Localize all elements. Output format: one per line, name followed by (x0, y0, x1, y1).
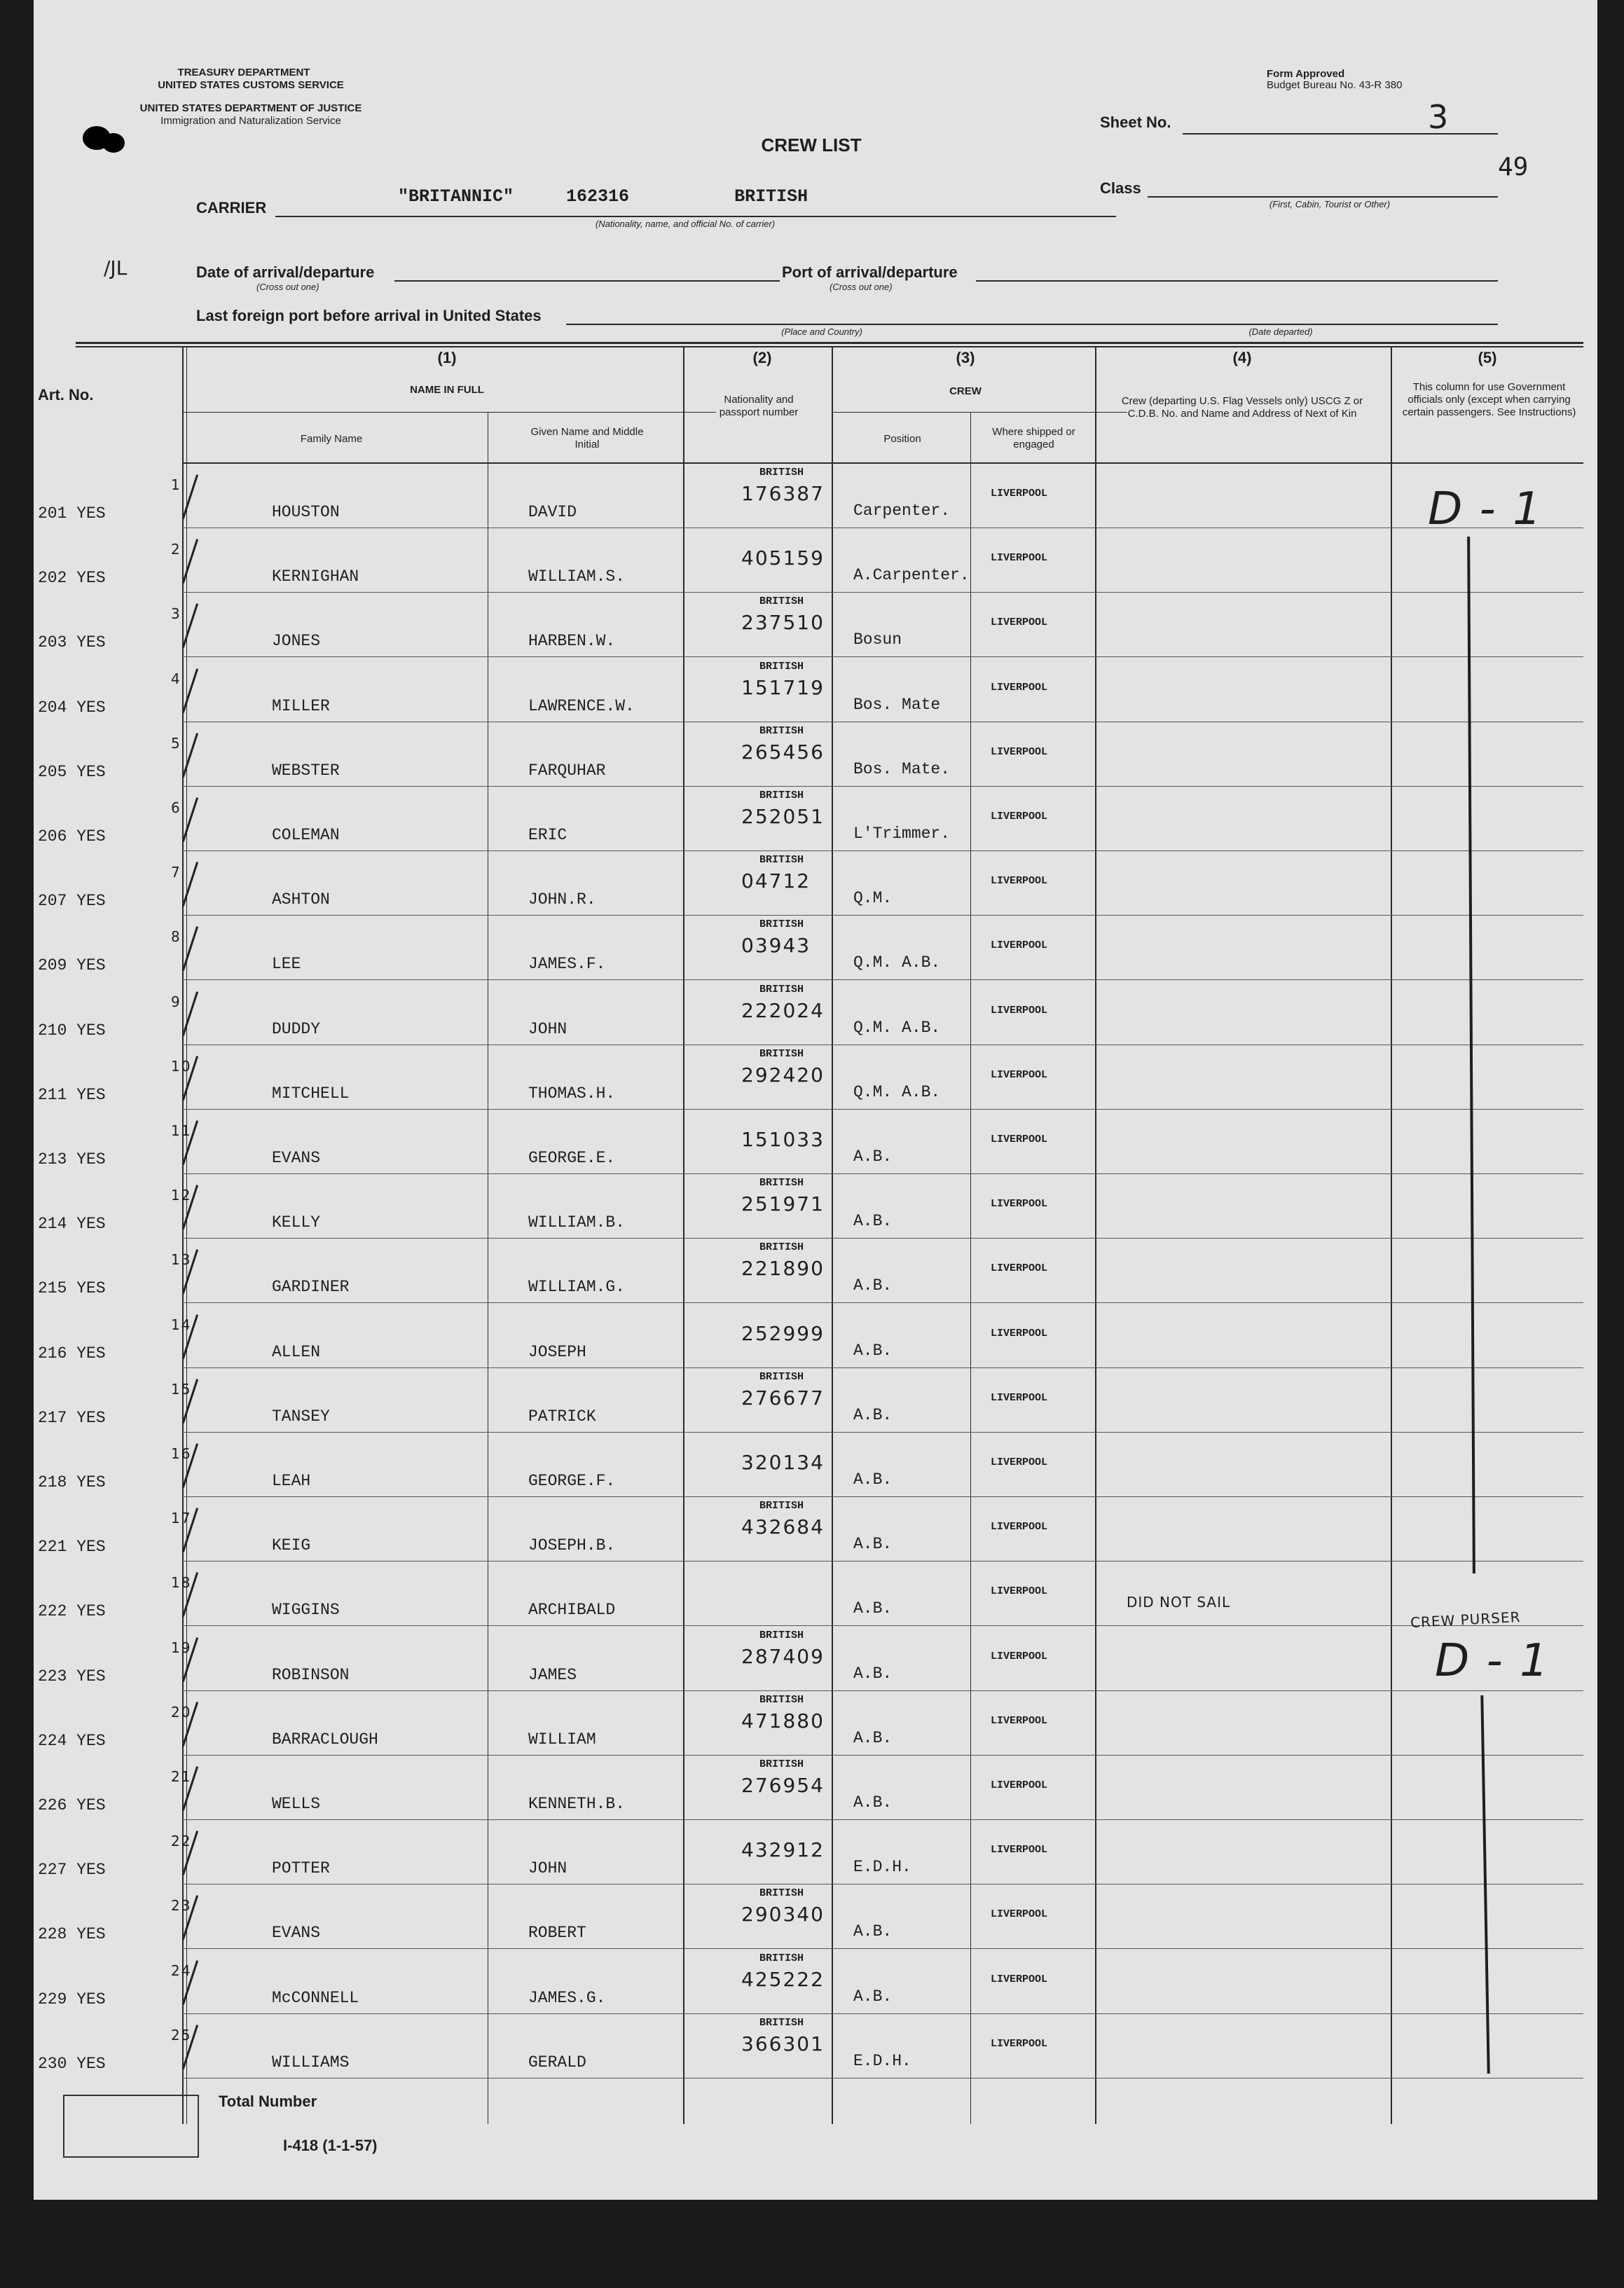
family-name-cell: ALLEN (272, 1342, 321, 1361)
sequence-number: 10 (171, 1057, 192, 1075)
col-4-title: Crew (departing U.S. Flag Vessels only) USCG Z or C.D.B. No. and Name and Address of Next of Kin (1121, 395, 1363, 420)
given-name-cell: PATRICK (528, 1407, 596, 1426)
col-given-name: Given Name and Middle Initial (530, 426, 644, 450)
where-shipped-cell: LIVERPOOL (991, 616, 1048, 629)
where-shipped-cell: LIVERPOOL (991, 1714, 1048, 1727)
given-name-cell: JOSEPH (528, 1342, 586, 1361)
sequence-number: 25 (171, 2026, 192, 2044)
where-shipped-cell: LIVERPOOL (991, 1844, 1048, 1856)
position-cell: A.B. (853, 1276, 893, 1295)
col-3-title: CREW (949, 385, 982, 397)
nationality-cell: BRITISH (759, 1370, 804, 1383)
family-name-cell: KELLY (272, 1213, 321, 1232)
position-cell: A.B. (853, 1341, 893, 1360)
agency-line-1: TREASURY DEPARTMENT (177, 67, 310, 78)
position-cell: Q.M. A.B. (853, 1082, 941, 1101)
art-no-cell: 223 YES (38, 1667, 106, 1686)
position-cell: A.B. (853, 1793, 893, 1812)
class-label: Class (1100, 179, 1141, 197)
sequence-number: 7 (171, 864, 181, 881)
sequence-number: 23 (171, 1897, 192, 1915)
col-1-title: NAME IN FULL (410, 384, 484, 396)
sequence-number: 16 (171, 1445, 192, 1462)
family-name-cell: McCONNELL (272, 1988, 359, 2007)
art-no-cell: 215 YES (38, 1279, 106, 1298)
page-number: 49 (1498, 153, 1529, 181)
given-name-cell: LAWRENCE.W. (528, 696, 635, 715)
sequence-number: 4 (171, 670, 181, 687)
tick-mark (182, 797, 198, 842)
family-name-cell: WEBSTER (272, 761, 340, 780)
position-cell: Bos. Mate. (853, 759, 951, 778)
passport-number-cell: 290340 (741, 1903, 825, 1927)
family-name-cell: ROBINSON (272, 1665, 350, 1684)
agency-line-2: UNITED STATES CUSTOMS SERVICE (158, 79, 344, 91)
sequence-number: 5 (171, 734, 181, 752)
total-number-label: Total Number (219, 2093, 317, 2110)
art-no-cell: 217 YES (38, 1408, 106, 1427)
where-shipped-cell: LIVERPOOL (991, 1391, 1048, 1404)
given-name-cell: GEORGE.E. (528, 1149, 616, 1167)
sequence-number: 11 (171, 1122, 192, 1139)
art-no-cell: 224 YES (38, 1731, 106, 1750)
page-title: CREW LIST (761, 135, 862, 156)
cross-out-caption-2: (Cross out one) (830, 282, 893, 292)
art-no-cell: 222 YES (38, 1602, 106, 1621)
passport-number-cell: 265456 (741, 740, 825, 764)
art-no-cell: 205 YES (38, 762, 106, 781)
position-cell: Q.M. (853, 889, 893, 908)
sequence-number: 12 (171, 1187, 192, 1204)
col-where-shipped: Where shipped or engaged (992, 426, 1075, 450)
where-shipped-cell: LIVERPOOL (991, 1779, 1048, 1791)
family-name-cell: GARDINER (272, 1278, 350, 1297)
table-row (34, 528, 1597, 593)
agency-line-3: UNITED STATES DEPARTMENT OF JUSTICE (139, 102, 362, 114)
col-2-number: (2) (752, 349, 772, 366)
table-row (34, 2014, 1597, 2079)
art-no-cell: 211 YES (38, 1085, 106, 1104)
nationality-cell: BRITISH (759, 595, 804, 608)
art-no-cell: 213 YES (38, 1150, 106, 1169)
clerk-initials: /JL (104, 256, 128, 280)
nationality-cell: BRITISH (759, 660, 804, 673)
given-name-cell: DAVID (528, 503, 577, 521)
position-cell: Bosun (853, 630, 902, 649)
position-cell: Bos. Mate (853, 695, 941, 714)
nationality-cell: BRITISH (759, 854, 804, 867)
family-name-cell: MITCHELL (272, 1084, 350, 1103)
given-name-cell: GEORGE.F. (528, 1472, 616, 1490)
sequence-number: 14 (171, 1316, 192, 1333)
tick-mark (182, 862, 198, 907)
table-row (34, 593, 1597, 657)
art-no-cell: 201 YES (38, 504, 106, 523)
annotation-d1-top: D - 1 (1428, 483, 1543, 535)
form-approved: Form Approved (1267, 68, 1345, 80)
date-caption: (Date departed) (1248, 326, 1313, 337)
position-cell: A.B. (853, 1212, 893, 1231)
position-cell: A.B. (853, 1987, 893, 2006)
position-cell: A.B. (853, 1148, 893, 1166)
table-row (34, 981, 1597, 1045)
col-family-name: Family Name (300, 433, 363, 445)
tick-mark (182, 991, 198, 1036)
given-name-cell: WILLIAM.B. (528, 1213, 626, 1232)
passport-number-cell: 405159 (741, 546, 825, 570)
table-row (34, 1691, 1597, 1756)
position-cell: Carpenter. (853, 502, 951, 520)
art-no-cell: 204 YES (38, 698, 106, 717)
col-art-no: Art. No. (38, 386, 94, 404)
where-shipped-cell: LIVERPOOL (991, 1133, 1048, 1145)
where-shipped-cell: LIVERPOOL (991, 552, 1048, 565)
passport-number-cell: 471880 (741, 1709, 825, 1732)
position-cell: A.B. (853, 1922, 893, 1941)
annotation-did-not-sail: DID NOT SAIL (1127, 1594, 1231, 1611)
family-name-cell: MILLER (272, 696, 330, 715)
col-5-title: This column for use Government officials only (except when carrying certain passengers. See Instructions) (1402, 381, 1576, 418)
tick-mark (182, 604, 198, 649)
where-shipped-cell: LIVERPOOL (991, 1908, 1048, 1921)
given-name-cell: FARQUHAR (528, 761, 606, 780)
sequence-number: 22 (171, 1833, 192, 1850)
position-cell: L'Trimmer. (853, 825, 951, 843)
sheet-label: Sheet No. (1100, 113, 1171, 131)
passport-number-cell: 251971 (741, 1192, 825, 1216)
given-name-cell: GERALD (528, 2053, 586, 2072)
position-cell: E.D.H. (853, 2051, 911, 2070)
table-row (34, 1562, 1597, 1626)
position-cell: A.B. (853, 1470, 893, 1489)
passport-number-cell: 287409 (741, 1644, 825, 1668)
table-row (34, 1497, 1597, 1562)
passport-number-cell: 176387 (741, 482, 825, 505)
art-no-cell: 214 YES (38, 1215, 106, 1234)
tick-mark (182, 668, 198, 713)
given-name-cell: HARBEN.W. (528, 632, 616, 651)
family-name-cell: DUDDY (272, 1019, 321, 1038)
sequence-number: 13 (171, 1251, 192, 1269)
col-3-number: (3) (956, 349, 975, 366)
where-shipped-cell: LIVERPOOL (991, 1521, 1048, 1534)
table-row (34, 1820, 1597, 1884)
where-shipped-cell: LIVERPOOL (991, 1004, 1048, 1016)
table-row (34, 722, 1597, 787)
passport-number-cell: 276677 (741, 1386, 825, 1410)
arrival-label: Date of arrival/departure (196, 263, 375, 281)
sequence-number: 15 (171, 1380, 192, 1398)
nationality-cell: BRITISH (759, 1500, 804, 1512)
nationality-cell: BRITISH (759, 1047, 804, 1060)
table-row (34, 1174, 1597, 1239)
place-caption: (Place and Country) (781, 326, 862, 337)
family-name-cell: WIGGINS (272, 1601, 340, 1620)
given-name-cell: WILLIAM (528, 1730, 596, 1749)
art-no-cell: 226 YES (38, 1796, 106, 1814)
passport-number-cell: 252051 (741, 805, 825, 828)
col-position: Position (883, 433, 921, 445)
tick-mark (182, 539, 198, 584)
annotation-crew-purser: CREW PURSER (1410, 1608, 1521, 1632)
passport-number-cell: 432912 (741, 1838, 825, 1862)
given-name-cell: KENNETH.B. (528, 1795, 626, 1813)
table-row (34, 1433, 1597, 1497)
where-shipped-cell: LIVERPOOL (991, 745, 1048, 758)
art-no-cell: 216 YES (38, 1344, 106, 1363)
passport-number-cell: 151719 (741, 675, 825, 699)
table-row (34, 1627, 1597, 1691)
table-row (34, 1368, 1597, 1433)
nationality-cell: BRITISH (759, 1629, 804, 1641)
position-cell: A.B. (853, 1664, 893, 1683)
given-name-cell: ROBERT (528, 1924, 586, 1943)
col-2-title: Nationality and passport number (719, 394, 799, 418)
where-shipped-cell: LIVERPOOL (991, 1973, 1048, 1985)
art-no-cell: 209 YES (38, 956, 106, 975)
passport-number-cell: 04712 (741, 869, 811, 893)
sequence-number: 6 (171, 799, 181, 816)
nationality-cell: BRITISH (759, 1758, 804, 1770)
sequence-number: 21 (171, 1768, 192, 1785)
position-cell: Q.M. A.B. (853, 953, 941, 972)
port-label: Port of arrival/departure (782, 263, 958, 281)
art-no-cell: 221 YES (38, 1538, 106, 1557)
art-no-cell: 210 YES (38, 1021, 106, 1040)
where-shipped-cell: LIVERPOOL (991, 1327, 1048, 1339)
sequence-number: 19 (171, 1639, 192, 1656)
given-name-cell: JAMES.G. (528, 1988, 606, 2007)
passport-number-cell: 276954 (741, 1774, 825, 1797)
position-cell: A.Carpenter. (853, 566, 970, 585)
table-row (34, 658, 1597, 722)
sequence-number: 9 (171, 993, 181, 1010)
table-row (34, 1950, 1597, 2014)
where-shipped-cell: LIVERPOOL (991, 2037, 1048, 2050)
where-shipped-cell: LIVERPOOL (991, 811, 1048, 822)
carrier-label: CARRIER (196, 199, 267, 216)
ink-blot (102, 133, 125, 153)
where-shipped-cell: LIVERPOOL (991, 681, 1048, 694)
table-row (34, 1304, 1597, 1368)
where-shipped-cell: LIVERPOOL (991, 939, 1048, 952)
passport-number-cell: 237510 (741, 611, 825, 635)
passport-number-cell: 222024 (741, 998, 825, 1022)
position-cell: E.D.H. (853, 1858, 911, 1877)
art-no-cell: 206 YES (38, 827, 106, 846)
family-name-cell: WELLS (272, 1795, 321, 1813)
cross-out-caption-1: (Cross out one) (256, 282, 319, 292)
position-cell: A.B. (853, 1535, 893, 1554)
nationality-cell: BRITISH (759, 2016, 804, 2029)
given-name-cell: THOMAS.H. (528, 1084, 616, 1103)
sequence-number: 8 (171, 928, 181, 946)
sequence-number: 24 (171, 1962, 192, 1979)
given-name-cell: WILLIAM.G. (528, 1278, 626, 1297)
nationality-cell: BRITISH (759, 1693, 804, 1706)
passport-number-cell: 252999 (741, 1321, 825, 1345)
family-name-cell: JONES (272, 632, 321, 651)
sequence-number: 1 (171, 476, 181, 493)
nationality-cell: BRITISH (759, 1241, 804, 1254)
nationality-cell: BRITISH (759, 1177, 804, 1190)
sheet-number: 3 (1428, 98, 1450, 136)
col-5-number: (5) (1478, 349, 1497, 366)
sequence-number: 20 (171, 1703, 192, 1721)
table-row (34, 1239, 1597, 1303)
nationality-cell: BRITISH (759, 1952, 804, 1964)
table-row (34, 1110, 1597, 1174)
given-name-cell: JAMES.F. (528, 955, 606, 974)
last-port-label: Last foreign port before arrival in United States (196, 307, 542, 324)
agency-line-4: Immigration and Naturalization Service (160, 115, 341, 127)
passport-number-cell: 151033 (741, 1128, 825, 1151)
family-name-cell: KEIG (272, 1536, 311, 1555)
given-name-cell: WILLIAM.S. (528, 567, 626, 586)
position-cell: A.B. (853, 1728, 893, 1747)
given-name-cell: JOHN (528, 1019, 567, 1038)
crew-list-form (34, 0, 1597, 2200)
tick-mark (182, 474, 198, 519)
family-name-cell: BARRACLOUGH (272, 1730, 378, 1749)
art-no-cell: 207 YES (38, 892, 106, 911)
sequence-number: 18 (171, 1574, 192, 1592)
family-name-cell: EVANS (272, 1924, 321, 1943)
passport-number-cell: 292420 (741, 1063, 825, 1087)
nationality-cell: BRITISH (759, 918, 804, 931)
family-name-cell: KERNIGHAN (272, 567, 359, 586)
sequence-number: 17 (171, 1510, 192, 1527)
family-name-cell: ASHTON (272, 890, 330, 909)
table-row (34, 464, 1597, 528)
carrier-caption: (Nationality, name, and official No. of carrier) (595, 219, 776, 229)
total-number-box (63, 2095, 199, 2158)
position-cell: Q.M. A.B. (853, 1018, 941, 1037)
annotation-d1-bottom: D - 1 (1435, 1635, 1550, 1687)
col-4-number: (4) (1232, 349, 1252, 366)
art-no-cell: 228 YES (38, 1925, 106, 1944)
art-no-cell: 229 YES (38, 1990, 106, 2008)
nationality-cell: BRITISH (759, 790, 804, 801)
where-shipped-cell: LIVERPOOL (991, 1650, 1048, 1662)
sequence-number: 3 (171, 605, 181, 623)
table-row (34, 916, 1597, 980)
art-no-cell: 227 YES (38, 1861, 106, 1880)
class-caption: (First, Cabin, Tourist or Other) (1269, 199, 1391, 209)
where-shipped-cell: LIVERPOOL (991, 488, 1048, 499)
given-name-cell: JAMES (528, 1665, 577, 1684)
tick-mark (182, 927, 198, 972)
passport-number-cell: 320134 (741, 1451, 825, 1474)
nationality-cell: BRITISH (759, 467, 804, 478)
passport-number-cell: 366301 (741, 2032, 825, 2055)
nationality-cell: BRITISH (759, 983, 804, 995)
art-no-cell: 202 YES (38, 569, 106, 588)
family-name-cell: HOUSTON (272, 503, 340, 521)
col-1-number: (1) (437, 349, 457, 366)
carrier-value: "BRITANNIC" 162316 BRITISH (398, 186, 808, 207)
given-name-cell: ERIC (528, 826, 567, 844)
passport-number-cell: 432684 (741, 1515, 825, 1539)
budget-bureau: Budget Bureau No. 43-R 380 (1267, 79, 1403, 91)
nationality-cell: BRITISH (759, 1887, 804, 1900)
row-divider (182, 2078, 1583, 2079)
family-name-cell: EVANS (272, 1149, 321, 1167)
passport-number-cell: 425222 (741, 1967, 825, 1991)
form-number: I-418 (1-1-57) (283, 2137, 378, 2154)
where-shipped-cell: LIVERPOOL (991, 875, 1048, 888)
where-shipped-cell: LIVERPOOL (991, 1456, 1048, 1468)
where-shipped-cell: LIVERPOOL (991, 1262, 1048, 1275)
where-shipped-cell: LIVERPOOL (991, 1198, 1048, 1211)
sequence-number: 2 (171, 541, 181, 558)
table-row (34, 1884, 1597, 1949)
family-name-cell: WILLIAMS (272, 2053, 350, 2072)
tick-mark (182, 733, 198, 778)
family-name-cell: COLEMAN (272, 826, 340, 844)
given-name-cell: JOSEPH.B. (528, 1536, 616, 1555)
family-name-cell: POTTER (272, 1859, 330, 1878)
table-row (34, 1756, 1597, 1820)
position-cell: A.B. (853, 1599, 893, 1618)
passport-number-cell: 221890 (741, 1257, 825, 1281)
family-name-cell: LEE (272, 955, 301, 974)
table-row (34, 787, 1597, 851)
given-name-cell: ARCHIBALD (528, 1601, 616, 1620)
art-no-cell: 203 YES (38, 633, 106, 652)
nationality-cell: BRITISH (759, 724, 804, 737)
table-row (34, 1045, 1597, 1110)
where-shipped-cell: LIVERPOOL (991, 1585, 1048, 1598)
given-name-cell: JOHN (528, 1859, 567, 1878)
art-no-cell: 218 YES (38, 1473, 106, 1491)
family-name-cell: LEAH (272, 1472, 311, 1490)
art-no-cell: 230 YES (38, 2054, 106, 2073)
given-name-cell: JOHN.R. (528, 890, 596, 909)
passport-number-cell: 03943 (741, 934, 811, 958)
table-row (34, 851, 1597, 916)
position-cell: A.B. (853, 1405, 893, 1424)
where-shipped-cell: LIVERPOOL (991, 1068, 1048, 1081)
family-name-cell: TANSEY (272, 1407, 330, 1426)
